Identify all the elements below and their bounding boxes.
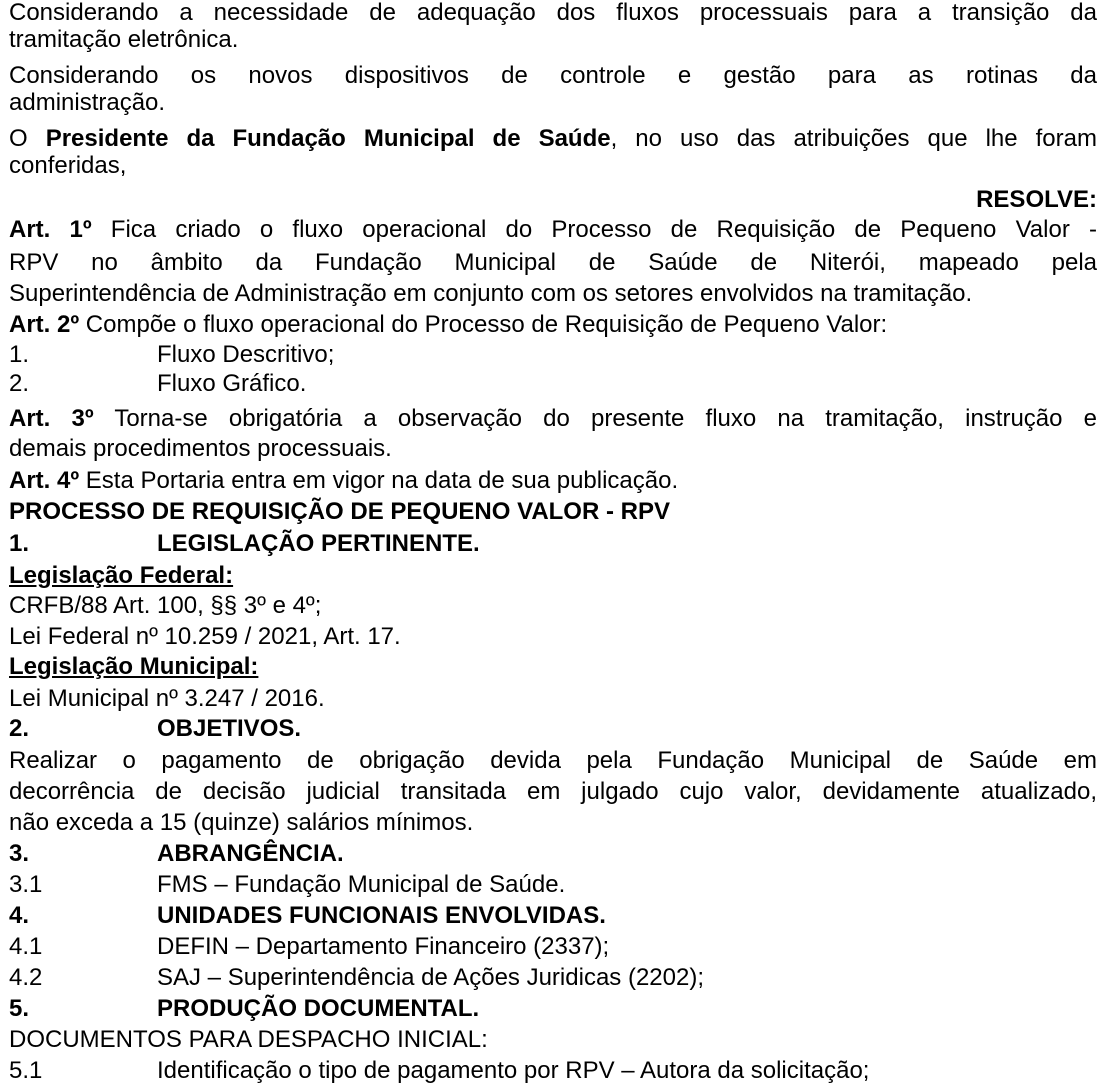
article-line: Superintendência de Administração em conjunto com os setores envolvidos na tramitação. — [9, 280, 973, 307]
text-run: , no uso das atribuições que lhe foram — [610, 125, 1097, 152]
list-number: 1. — [9, 341, 30, 368]
section-title: OBJETIVOS. — [157, 715, 302, 742]
article-label: Art. 4º — [9, 467, 80, 494]
paragraph-line: Considerando a necessidade de adequação dos fluxos processuais para a transição da — [9, 0, 1097, 26]
list-item: CRFB/88 Art. 100, §§ 3º e 4º; — [9, 592, 322, 619]
list-number: 2. — [9, 370, 30, 397]
article-label: Art. 3º — [9, 405, 94, 432]
list-text: Fluxo Descritivo; — [157, 341, 335, 368]
subheading — [9, 654, 1097, 680]
president-title: Presidente da Fundação Municipal de Saúde — [45, 125, 611, 152]
resolve-heading — [9, 187, 1097, 213]
federal-legislation-title: Legislação Federal: — [9, 562, 234, 589]
text-run: O — [9, 125, 46, 152]
paragraph-line: tramitação eletrônica. — [9, 26, 239, 53]
article-label: Art. 2º — [9, 311, 80, 338]
section-title: UNIDADES FUNCIONAIS ENVOLVIDAS. — [157, 902, 606, 929]
section-heading — [9, 499, 1097, 525]
text-run: Esta Portaria entra em vigor na data de sua publicação. — [79, 467, 679, 494]
paragraph-line: decorrência de decisão judicial transitada em julgado cujo valor, devidamente atualizado, — [9, 778, 1097, 805]
paragraph-line — [9, 126, 1097, 152]
section-title: LEGISLAÇÃO PERTINENTE. — [157, 530, 480, 557]
subheading — [9, 563, 1097, 589]
municipal-legislation-title: Legislação Municipal: — [9, 653, 259, 680]
paragraph-line: administração. — [9, 89, 166, 116]
subheading: DOCUMENTOS PARA DESPACHO INICIAL: — [9, 1026, 488, 1053]
section-title: ABRANGÊNCIA. — [157, 840, 344, 867]
article-line — [9, 217, 1097, 243]
process-title: PROCESSO DE REQUISIÇÃO DE PEQUENO VALOR - RPV — [9, 498, 670, 525]
section-number: 3. — [9, 840, 30, 867]
list-text: DEFIN – Departamento Financeiro (2337); — [157, 933, 610, 960]
section-title: PRODUÇÃO DOCUMENTAL. — [157, 995, 480, 1022]
section-number: 4. — [9, 902, 30, 929]
list-item: Lei Federal nº 10.259 / 2021, Art. 17. — [9, 623, 401, 650]
article-label: Art. 1º — [9, 216, 92, 243]
paragraph-line: não exceda a 15 (quinze) salários mínimos. — [9, 809, 474, 836]
list-item: Lei Municipal nº 3.247 / 2016. — [9, 685, 325, 712]
section-number: 2. — [9, 715, 30, 742]
list-number: 5.1 — [9, 1057, 43, 1084]
resolve-text: RESOLVE: — [976, 186, 1097, 213]
list-text: FMS – Fundação Municipal de Saúde. — [157, 871, 566, 898]
text-run: Torna-se obrigatória a observação do presente fluxo na tramitação, instrução e — [93, 405, 1097, 432]
list-text: Fluxo Gráfico. — [157, 370, 307, 397]
article-line — [9, 406, 1097, 432]
paragraph-line: conferidas, — [9, 152, 127, 179]
article-line: RPV no âmbito da Fundação Municipal de Saúde de Niterói, mapeado pela — [9, 249, 1097, 276]
list-text: SAJ – Superintendência de Ações Juridicas (2202); — [157, 964, 704, 991]
list-number: 4.1 — [9, 933, 43, 960]
list-number: 3.1 — [9, 871, 43, 898]
paragraph-line: Considerando os novos dispositivos de controle e gestão para as rotinas da — [9, 62, 1097, 89]
article-line — [9, 312, 1097, 338]
paragraph-line: Realizar o pagamento de obrigação devida pela Fundação Municipal de Saúde em — [9, 747, 1097, 774]
text-run: Fica criado o fluxo operacional do Processo de Requisição de Pequeno Valor - — [91, 216, 1097, 243]
text-run: Compõe o fluxo operacional do Processo de Requisição de Pequeno Valor: — [79, 311, 888, 338]
list-number: 4.2 — [9, 964, 43, 991]
section-number: 5. — [9, 995, 30, 1022]
article-line: demais procedimentos processuais. — [9, 435, 392, 462]
section-number: 1. — [9, 530, 30, 557]
article-line — [9, 468, 1097, 494]
list-text: Identificação o tipo de pagamento por RPV – Autora da solicitação; — [157, 1057, 870, 1084]
